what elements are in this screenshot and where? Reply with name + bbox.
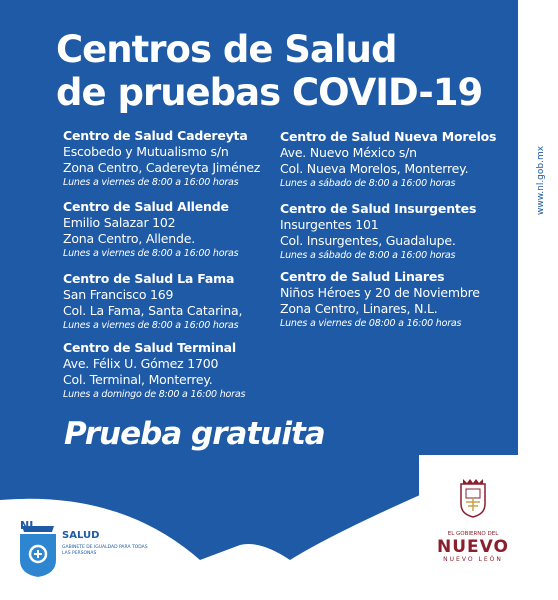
gobierno-line-3: NUEVO LEÓN: [443, 556, 503, 563]
center-allende: [63, 198, 238, 261]
center-name: Centro de Salud Terminal: [63, 340, 236, 355]
salud-logo-subtitle: GABINETE DE IGUALDAD PARA TODAS LAS PERSONAS: [62, 545, 148, 556]
page-title: [56, 28, 482, 114]
gobierno-badge: [419, 455, 527, 600]
center-name: Centro de Salud Allende: [63, 199, 229, 214]
center-address-line2: Col. Nueva Morelos, Monterrey.: [280, 161, 469, 176]
website-link[interactable]: www.nl.gob.mx: [536, 145, 546, 215]
center-la-fama: [63, 270, 242, 333]
gobierno-line-1: EL GOBIERNO DEL: [447, 531, 499, 537]
center-linares: [280, 268, 480, 331]
center-name: Centro de Salud Cadereyta: [63, 128, 248, 143]
title-line-2: de pruebas COVID-19: [56, 71, 483, 114]
center-address-line2: Zona Centro, Allende.: [63, 231, 195, 246]
center-address-line1: Insurgentes 101: [280, 217, 379, 232]
center-name: Centro de Salud Nueva Morelos: [280, 129, 497, 144]
center-address-line1: Escobedo y Mutualismo s/n: [63, 144, 229, 159]
center-address-line2: Col. Insurgentes, Guadalupe.: [280, 233, 456, 248]
center-cadereyta: [63, 127, 260, 190]
center-address-line1: San Francisco 169: [63, 287, 174, 302]
center-hours: Lunes a sábado de 8:00 a 16:00 horas: [280, 178, 456, 189]
center-name: Centro de Salud La Fama: [63, 271, 235, 286]
state-crest-icon: [458, 478, 488, 518]
center-address-line2: Col. Terminal, Monterrey.: [63, 372, 213, 387]
center-hours: Lunes a viernes de 8:00 a 16:00 horas: [63, 320, 239, 331]
center-name: Centro de Salud Insurgentes: [280, 201, 477, 216]
salud-logo-title: SALUD: [62, 530, 100, 541]
center-hours: Lunes a viernes de 8:00 a 16:00 horas: [63, 248, 239, 259]
center-address-line1: Ave. Nuevo México s/n: [280, 145, 417, 160]
center-address-line1: Ave. Félix U. Gómez 1700: [63, 356, 219, 371]
center-hours: Lunes a viernes de 08:00 a 16:00 horas: [280, 318, 462, 329]
center-name: Centro de Salud Linares: [280, 269, 445, 284]
center-address-line1: Niños Héroes y 20 de Noviembre: [280, 285, 480, 300]
center-nueva-morelos: [280, 128, 496, 191]
center-address-line1: Emilio Salazar 102: [63, 215, 176, 230]
center-terminal: [63, 339, 245, 402]
free-test-headline: Prueba gratuita: [64, 416, 325, 452]
center-address-line2: Zona Centro, Linares, N.L.: [280, 301, 438, 316]
center-insurgentes: [280, 200, 476, 263]
salud-logo-nl: NL: [20, 519, 37, 532]
gobierno-line-2: NUEVO: [437, 537, 509, 557]
center-address-line2: Col. La Fama, Santa Catarina,: [63, 303, 243, 318]
title-line-1: Centros de Salud: [56, 28, 397, 71]
center-hours: Lunes a sábado de 8:00 a 16:00 horas: [280, 250, 456, 261]
center-hours: Lunes a domingo de 8:00 a 16:00 horas: [63, 389, 246, 400]
center-hours: Lunes a viernes de 8:00 a 16:00 horas: [63, 177, 239, 188]
center-address-line2: Zona Centro, Cadereyta Jiménez: [63, 160, 261, 175]
